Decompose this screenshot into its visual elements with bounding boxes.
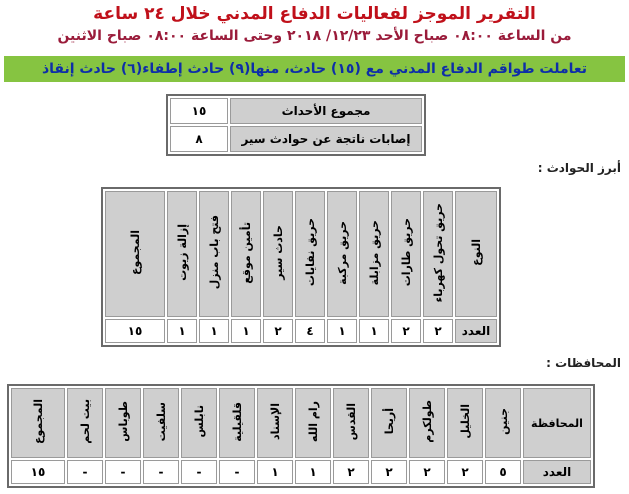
incident-total-header: المجموع <box>105 191 165 317</box>
governorate-total-cell: ١٥ <box>11 460 65 484</box>
governorate-count-cell: ٢ <box>333 460 369 484</box>
governorates-table <box>7 384 595 488</box>
incidents-table <box>101 187 501 347</box>
governorate-total-header: المجموع <box>11 388 65 458</box>
incident-count-cell: ٢ <box>423 319 453 343</box>
governorate-count-cell: ١ <box>257 460 293 484</box>
incident-type-cell: فتح باب منزل <box>199 191 229 317</box>
governorate-cell: طوباس <box>105 388 141 458</box>
governorate-cell: سلفيت <box>143 388 179 458</box>
governorate-cell: جنين <box>485 388 521 458</box>
governorate-count-cell: ١ <box>295 460 331 484</box>
incident-type-cell: حريق طارات <box>391 191 421 317</box>
governorate-cell: قلقيلية <box>219 388 255 458</box>
incidents-count-row <box>105 319 497 343</box>
table-row <box>170 98 422 124</box>
incident-count-cell: ١ <box>359 319 389 343</box>
incident-type-cell: حريق نفايات <box>295 191 325 317</box>
incident-count-cell: ٢ <box>263 319 293 343</box>
incident-type-cell: حادث سير <box>263 191 293 317</box>
governorate-cell: القدس <box>333 388 369 458</box>
incident-type-cell: حريق تحول كهرباء <box>423 191 453 317</box>
incident-total-cell: ١٥ <box>105 319 165 343</box>
incident-count-cell: ٢ <box>391 319 421 343</box>
governorate-cell: رام الله <box>295 388 331 458</box>
incident-type-cell: تأمين موقع <box>231 191 261 317</box>
report-subtitle: من الساعة ٠٨:٠٠ صباح الأحد ١٢/٢٣/ ٢٠١٨ وحتى الساعة ٠٨:٠٠ صباح الاثنين <box>57 28 572 44</box>
incidents-count-label: العدد <box>455 319 497 343</box>
totals-table <box>166 94 426 156</box>
governorate-count-cell: - <box>143 460 179 484</box>
governorates-heading: المحافظات : <box>546 356 621 370</box>
governorate-count-cell: - <box>67 460 103 484</box>
incidents-header-row <box>105 191 497 317</box>
report-title: التقرير الموجز لفعاليات الدفاع المدني خلال ٢٤ ساعة <box>93 4 536 24</box>
governorate-count-cell: - <box>105 460 141 484</box>
governorate-cell: الخليل <box>447 388 483 458</box>
governorate-cell: نابلس <box>181 388 217 458</box>
incident-type-cell: حريق مزابلة <box>359 191 389 317</box>
governorate-count-cell: - <box>181 460 217 484</box>
governorate-name-header: المحافظة <box>523 388 591 458</box>
incident-type-cell: إزالة زيوت <box>167 191 197 317</box>
governorate-count-cell: ٢ <box>447 460 483 484</box>
governorate-cell: أريحا <box>371 388 407 458</box>
totals-value: ١٥ <box>170 98 228 124</box>
incident-type-cell: حريق مركبة <box>327 191 357 317</box>
governorates-count-label: العدد <box>523 460 591 484</box>
governorate-cell: طولكرم <box>409 388 445 458</box>
governorate-count-cell: ٢ <box>371 460 407 484</box>
governorate-count-cell: - <box>219 460 255 484</box>
incident-count-cell: ٤ <box>295 319 325 343</box>
totals-label: إصابات ناتجة عن حوادث سير <box>230 126 422 152</box>
governorates-header-row <box>11 388 591 458</box>
incident-count-cell: ١ <box>199 319 229 343</box>
governorate-cell: بيت لحم <box>67 388 103 458</box>
incident-count-cell: ١ <box>327 319 357 343</box>
summary-banner: تعاملت طواقم الدفاع المدني مع (١٥) حادث، منها(٩) حادث إطفاء(٦) حادث إنقاذ <box>4 56 625 82</box>
governorate-cell: الإسناد <box>257 388 293 458</box>
incidents-heading: أبرز الحوادث : <box>537 161 621 175</box>
totals-value: ٨ <box>170 126 228 152</box>
governorate-count-cell: ٢ <box>409 460 445 484</box>
table-row <box>170 126 422 152</box>
totals-label: مجموع الأحداث <box>230 98 422 124</box>
governorate-count-cell: ٥ <box>485 460 521 484</box>
governorates-count-row <box>11 460 591 484</box>
incident-count-cell: ١ <box>231 319 261 343</box>
incidents-type-header: النوع <box>455 191 497 317</box>
incident-count-cell: ١ <box>167 319 197 343</box>
